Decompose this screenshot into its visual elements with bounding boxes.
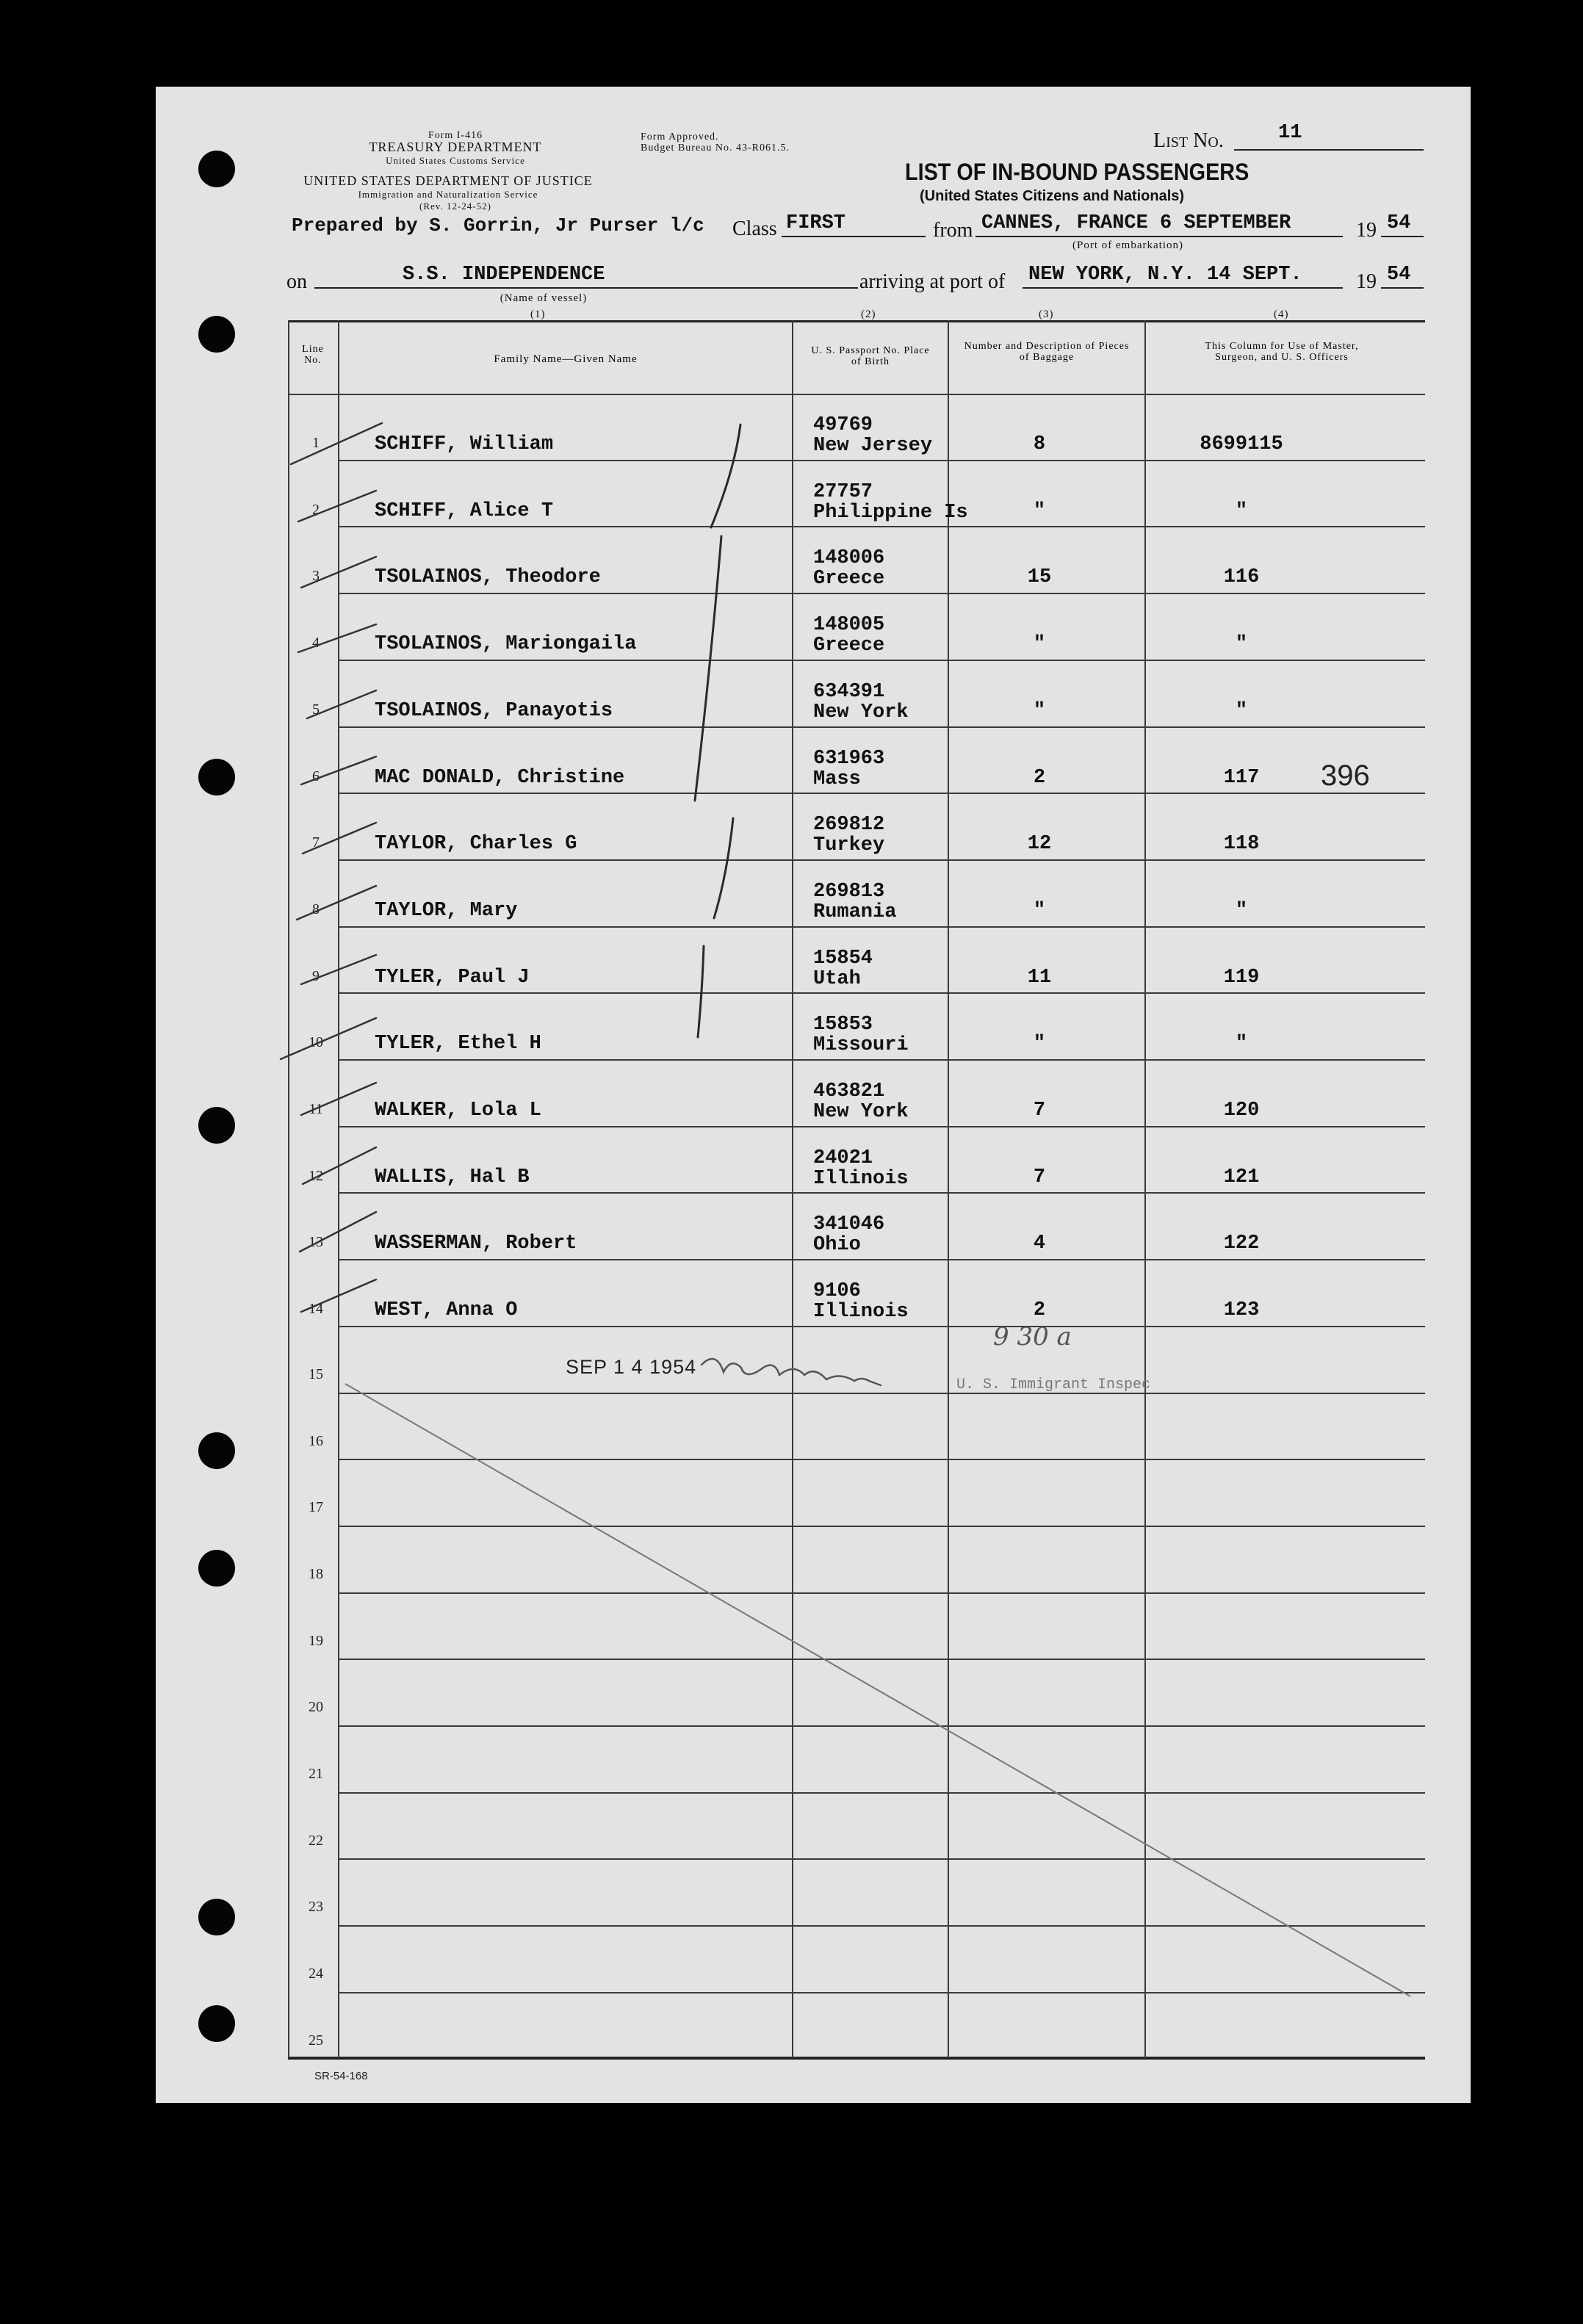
form-approved: Form Approved. — [641, 131, 719, 142]
line-number: 14 — [309, 1301, 323, 1318]
passenger-name: TSOLAINOS, Mariongaila — [375, 633, 637, 656]
from-label: from — [933, 219, 973, 242]
place-of-birth: New Jersey — [813, 435, 933, 457]
row-divider — [338, 1992, 1425, 1993]
place-of-birth: Greece — [813, 635, 885, 657]
officer-number: 122 — [1223, 1233, 1260, 1255]
line-number: 25 — [309, 2032, 323, 2049]
col-divider-baggage — [1144, 320, 1146, 2058]
baggage-count: 12 — [1027, 833, 1052, 856]
baggage-count: 2 — [1033, 1299, 1046, 1322]
passenger-name: TAYLOR, Charles G — [375, 833, 577, 856]
baggage-count: " — [1033, 899, 1046, 922]
passport-number: 634391 — [813, 680, 885, 703]
punch-hole — [198, 316, 235, 353]
row-divider — [338, 992, 1425, 994]
stamp-date: SEP 1 4 1954 — [566, 1356, 697, 1378]
passenger-name: WASSERMAN, Robert — [375, 1233, 577, 1255]
col-divider-name — [792, 320, 793, 2058]
handwritten-number: 396 — [1321, 759, 1370, 792]
passenger-name: TSOLAINOS, Theodore — [375, 566, 601, 589]
baggage-count: 15 — [1027, 566, 1052, 589]
row-divider — [338, 1858, 1425, 1860]
year-prefix-arrival: 19 — [1356, 270, 1377, 293]
place-of-birth: Utah — [813, 967, 861, 990]
place-of-birth: Illinois — [813, 1301, 909, 1324]
officer-number: 120 — [1223, 1100, 1260, 1122]
line-number: 20 — [309, 1699, 323, 1716]
row-divider — [338, 1326, 1425, 1327]
col-divider-line — [338, 320, 339, 2058]
line-number: 10 — [309, 1034, 323, 1051]
vessel-underline — [314, 287, 858, 289]
row-divider — [338, 1059, 1425, 1061]
line-number: 8 — [312, 901, 320, 917]
line-number: 18 — [309, 1565, 323, 1582]
line-number: 19 — [309, 1632, 323, 1649]
punch-hole — [198, 151, 235, 187]
line-number: 16 — [309, 1432, 323, 1449]
baggage-count: 7 — [1033, 1166, 1046, 1188]
year-arrival: 54 — [1387, 264, 1411, 286]
officer-number: " — [1235, 499, 1248, 522]
baggage-count: 8 — [1033, 433, 1046, 455]
passport-number: 269812 — [813, 814, 885, 837]
officer-number: 117 — [1223, 766, 1260, 789]
list-no-value: 11 — [1278, 122, 1302, 144]
place-of-birth: Illinois — [813, 1167, 909, 1190]
prepared-by: Prepared by S. Gorrin, Jr Purser l/c — [292, 214, 704, 237]
col-header-officers: This Column for Use of Master, Surgeon, and U. S. Officers — [1205, 341, 1359, 363]
budget-bureau: Budget Bureau No. 43-R061.5. — [641, 142, 790, 154]
line-number: 6 — [312, 768, 320, 784]
time-note: 9 30 a — [993, 1322, 1072, 1352]
arriving-label: arriving at port of — [859, 270, 1006, 293]
passenger-name: TYLER, Ethel H — [375, 1033, 541, 1055]
officer-number: " — [1235, 1033, 1248, 1055]
line-number: 11 — [309, 1101, 323, 1117]
passport-number: 24021 — [813, 1147, 873, 1169]
stamp-inspector: U. S. Immigrant Inspec — [956, 1376, 1151, 1393]
row-divider — [338, 1592, 1425, 1594]
line-number: 22 — [309, 1832, 323, 1849]
passport-number: 15854 — [813, 947, 873, 970]
class-label: Class — [732, 217, 777, 240]
on-label: on — [286, 270, 307, 293]
passenger-name: WALLIS, Hal B — [375, 1166, 530, 1188]
row-divider — [338, 1792, 1425, 1794]
treasury-department: TREASURY DEPARTMENT — [369, 140, 542, 154]
line-number: 21 — [309, 1766, 323, 1782]
baggage-count: 4 — [1033, 1233, 1046, 1255]
row-divider — [338, 1659, 1425, 1660]
line-number: 1 — [312, 435, 320, 451]
department-of-justice: UNITED STATES DEPARTMENT OF JUSTICE — [303, 173, 593, 188]
col-header-name: Family Name—Given Name — [494, 353, 638, 365]
officer-number: 116 — [1223, 566, 1260, 589]
passport-number: 27757 — [813, 480, 873, 503]
row-divider — [338, 793, 1425, 794]
table-bottom-border — [288, 2057, 1425, 2060]
col-header-passport: U. S. Passport No. Place of Birth — [811, 345, 930, 367]
vessel-caption: (Name of vessel) — [500, 292, 588, 304]
punch-hole — [198, 759, 235, 795]
line-number: 17 — [309, 1499, 323, 1516]
port-embark-caption: (Port of embarkation) — [1072, 239, 1183, 251]
ins-service: Immigration and Naturalization Service — [358, 189, 538, 200]
table-top-border — [288, 320, 1425, 322]
passenger-name: TSOLAINOS, Panayotis — [375, 699, 613, 722]
row-divider — [338, 1393, 1425, 1394]
passenger-name: TYLER, Paul J — [375, 966, 530, 989]
line-number: 15 — [309, 1365, 323, 1382]
passport-number: 9106 — [813, 1280, 861, 1303]
officer-number: 119 — [1223, 966, 1260, 989]
place-of-birth: Rumania — [813, 901, 897, 923]
class-value: FIRST — [786, 212, 846, 234]
punch-hole — [198, 1899, 235, 1935]
row-divider — [338, 1925, 1425, 1927]
passenger-name: SCHIFF, Alice T — [375, 499, 554, 522]
place-of-birth: Greece — [813, 568, 885, 591]
passenger-name: WEST, Anna O — [375, 1299, 518, 1322]
list-no-underline — [1234, 149, 1424, 151]
place-of-birth: Turkey — [813, 834, 885, 857]
punch-hole — [198, 1107, 235, 1144]
year-prefix-from: 19 — [1356, 219, 1377, 242]
officer-number: 121 — [1223, 1166, 1260, 1188]
row-divider — [338, 593, 1425, 594]
punch-hole — [198, 1432, 235, 1469]
baggage-count: " — [1033, 499, 1046, 522]
line-number: 24 — [309, 1966, 323, 1982]
line-number: 7 — [312, 834, 320, 851]
baggage-count: 7 — [1033, 1100, 1046, 1122]
passenger-name: TAYLOR, Mary — [375, 899, 518, 922]
year-from: 54 — [1387, 212, 1411, 234]
row-divider — [338, 1459, 1425, 1460]
passport-number: 49769 — [813, 414, 873, 436]
line-number: 2 — [312, 501, 320, 518]
line-number: 12 — [309, 1167, 323, 1184]
baggage-count: " — [1033, 633, 1046, 656]
row-divider — [338, 1126, 1425, 1127]
passenger-name: SCHIFF, William — [375, 433, 554, 455]
row-divider — [338, 460, 1425, 461]
col-header-baggage: Number and Description of Pieces of Baggage — [964, 341, 1130, 363]
officer-number: " — [1235, 899, 1248, 922]
page-subtitle: (United States Citizens and Nationals) — [920, 188, 1185, 204]
baggage-count: " — [1033, 1033, 1046, 1055]
class-underline — [782, 236, 926, 237]
customs-service: United States Customs Service — [386, 155, 525, 166]
line-number: 23 — [309, 1899, 323, 1916]
line-number: 13 — [309, 1234, 323, 1251]
row-divider — [338, 1259, 1425, 1260]
header-row-line — [289, 394, 1425, 395]
passport-number: 148005 — [813, 614, 885, 637]
passport-number: 269813 — [813, 880, 885, 903]
place-of-birth: Mass — [813, 768, 861, 790]
officer-number: 8699115 — [1200, 433, 1283, 455]
passport-number: 341046 — [813, 1213, 885, 1236]
baggage-count: " — [1033, 699, 1046, 722]
place-of-birth: Philippine Is — [813, 501, 968, 524]
col-num-1: (1) — [530, 308, 546, 320]
officer-number: " — [1235, 699, 1248, 722]
col-divider-passport — [948, 320, 949, 2058]
revision-date: (Rev. 12-24-52) — [419, 201, 491, 212]
from-value: CANNES, FRANCE 6 SEPTEMBER — [981, 212, 1291, 234]
place-of-birth: Missouri — [813, 1034, 909, 1057]
passenger-name: WALKER, Lola L — [375, 1100, 541, 1122]
year-arrival-underline — [1381, 287, 1424, 289]
row-divider — [338, 1725, 1425, 1727]
passport-number: 631963 — [813, 747, 885, 770]
page-title: LIST OF IN-BOUND PASSENGERS — [905, 159, 1250, 185]
year-from-underline — [1381, 236, 1424, 237]
baggage-count: 11 — [1027, 966, 1052, 989]
punch-hole — [198, 1550, 235, 1587]
passenger-name: MAC DONALD, Christine — [375, 766, 625, 789]
arrival-value: NEW YORK, N.Y. 14 SEPT. — [1028, 264, 1302, 286]
from-underline — [976, 236, 1343, 237]
row-divider — [338, 726, 1425, 728]
passport-number: 463821 — [813, 1080, 885, 1103]
arrival-underline — [1023, 287, 1343, 289]
line-number: 5 — [312, 701, 320, 718]
row-divider — [338, 526, 1425, 527]
place-of-birth: Ohio — [813, 1234, 861, 1257]
row-divider — [338, 1526, 1425, 1527]
list-no-label: List No. — [1153, 129, 1224, 152]
table-left-border — [288, 320, 289, 2058]
col-header-line: Line No. — [302, 344, 324, 366]
officer-number: 118 — [1223, 833, 1260, 856]
col-num-3: (3) — [1039, 308, 1054, 320]
form-number: Form I-416 — [428, 130, 483, 141]
baggage-count: 2 — [1033, 766, 1046, 789]
punch-hole — [198, 2005, 235, 2042]
officer-number: 123 — [1223, 1299, 1260, 1322]
passport-number: 15853 — [813, 1014, 873, 1036]
footer-form-code: SR-54-168 — [314, 2070, 368, 2082]
place-of-birth: New York — [813, 701, 909, 723]
col-num-2: (2) — [861, 308, 876, 320]
officer-number: " — [1235, 633, 1248, 656]
row-divider — [338, 1192, 1425, 1194]
row-divider — [338, 660, 1425, 661]
line-number: 9 — [312, 967, 320, 984]
passport-number: 148006 — [813, 547, 885, 570]
col-num-4: (4) — [1274, 308, 1289, 320]
vessel-name: S.S. INDEPENDENCE — [403, 264, 605, 286]
row-divider — [338, 926, 1425, 928]
row-divider — [338, 859, 1425, 861]
line-number: 4 — [312, 635, 320, 652]
place-of-birth: New York — [813, 1101, 909, 1123]
line-number: 3 — [312, 568, 320, 585]
